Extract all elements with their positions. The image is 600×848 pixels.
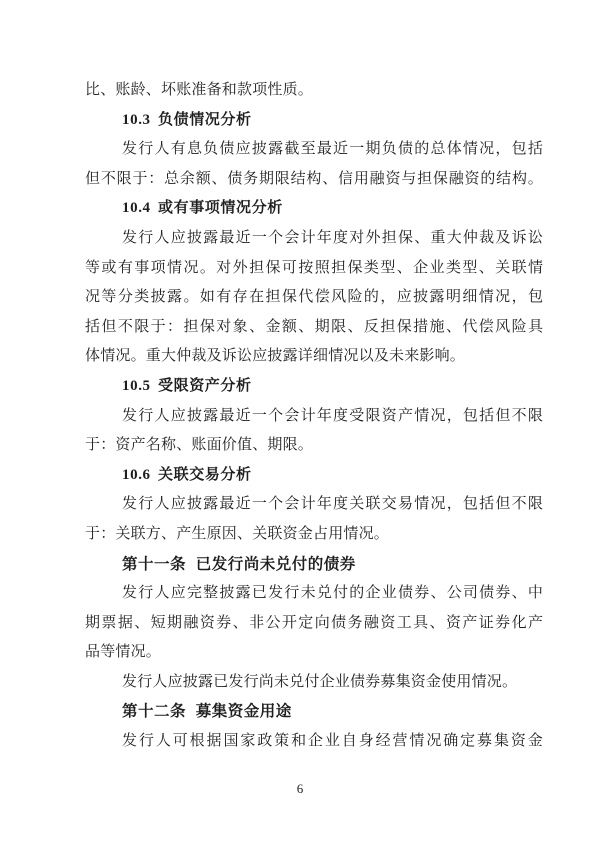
text-line: 品等情况。 (85, 644, 162, 661)
article-heading: 第十二条 募集资金用途 (122, 703, 292, 721)
text-line: 发 行 人 应 披 露 最 近 一 个 会 计 年 度 对 外 担 保 、 重 大 仲 裁 及 诉 讼 (122, 229, 543, 246)
text-line: 括 但 不 限 于 ： 担 保 对 象 、 金 额 、 期 限 、 反 担 保 措 施 、 代 偿 风 险 具 (85, 318, 543, 335)
text-line: 期 票 据 、 短 期 融 资 券 、 非 公 开 定 向 债 务 融 资 工 具 、 资 产 证 券 化 产 (85, 614, 543, 631)
text-line: 发 行 人 应 披 露 最 近 一 个 会 计 年 度 关 联 交 易 情 况 ， 包 括 但 不 限 (122, 496, 543, 513)
section-heading: 10.5 受限资产分析 (122, 377, 252, 394)
text-line: 比、账龄、坏账准备和款项性质。 (85, 82, 314, 98)
text-line: 体情况。重大仲裁及诉讼应披露详细情况以及未来影响。 (85, 348, 466, 365)
text-line: 等 或 有 事 项 情 况 。 对 外 担 保 可 按 照 担 保 类 型 、 企 业 类 型 、 关 联 情 (85, 259, 543, 276)
text-line: 于：关联方、产生原因、关联资金占用情况。 (85, 525, 390, 542)
section-heading: 10.4 或有事项情况分析 (122, 200, 283, 217)
text-line: 发 行 人 有 息 负 债 应 披 露 截 至 最 近 一 期 负 债 的 总 体 情 况 ， 包 括 (122, 141, 543, 158)
text-line: 况 等 分 类 披 露 。 如 有 存 在 担 保 代 偿 风 险 的 ， 应 披 露 明 细 情 况 ， 包 (85, 289, 543, 306)
page-number: 6 (296, 781, 304, 796)
section-heading: 10.3 负债情况分析 (122, 111, 252, 128)
text-line: 发行人应披露已发行尚未兑付企业债券募集资金使用情况。 (122, 673, 518, 690)
text-line: 但 不 限 于 ： 总 余 额 、 债 务 期 限 结 构 、 信 用 融 资 与 担 保 融 资 的 结 构 。 (85, 170, 543, 187)
section-heading: 10.6 关联交易分析 (122, 466, 252, 483)
text-line: 发 行 人 应 披 露 最 近 一 个 会 计 年 度 受 限 资 产 情 况 ， 包 括 但 不 限 (122, 407, 543, 424)
text-line: 发 行 人 可 根 据 国 家 政 策 和 企 业 自 身 经 营 情 况 确 定 募 集 资 金 (122, 733, 543, 750)
document-body (85, 76, 543, 757)
text-line: 发 行 人 应 完 整 披 露 已 发 行 未 兑 付 的 企 业 债 券 、 公 司 债 券 、 中 (122, 585, 543, 602)
article-heading: 第十一条 已发行尚未兑付的债券 (122, 555, 356, 573)
text-line: 于：资产名称、账面价值、期限。 (85, 437, 314, 454)
